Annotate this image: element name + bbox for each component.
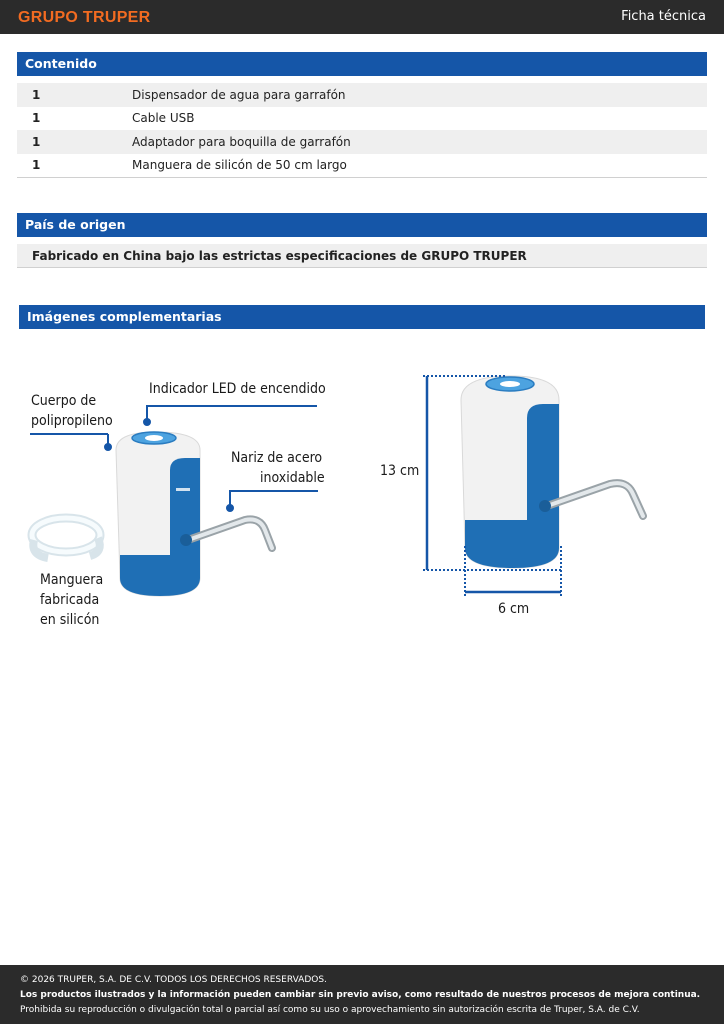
table-row xyxy=(17,107,707,131)
silicone-hose-image xyxy=(32,518,100,558)
body-label-line1: Cuerpo de xyxy=(31,393,97,409)
led-indicator-label: Indicador LED de encendido xyxy=(149,381,326,397)
quantity-cell: 1 xyxy=(32,87,41,102)
origin-header: País de origen xyxy=(17,213,707,237)
description-cell: Manguera de silicón de 50 cm largo xyxy=(132,158,347,173)
width-dimension-label: 6 cm xyxy=(498,601,530,617)
hose-label-line1: Manguera xyxy=(40,572,104,588)
top-bar xyxy=(0,0,724,34)
body-label-line2: polipropileno xyxy=(31,413,113,429)
quantity-cell: 1 xyxy=(32,111,41,126)
description-cell: Adaptador para boquilla de garrafón xyxy=(132,134,351,149)
nose-label-line1: Nariz de acero xyxy=(231,450,323,466)
table-row xyxy=(17,130,707,154)
footer-copyright: © 2026 TRUPER, S.A. DE C.V. TODOS LOS DERECHOS RESERVADOS. xyxy=(20,975,327,985)
document-type: Ficha técnica xyxy=(621,9,706,24)
table-row xyxy=(17,83,707,107)
quantity-cell: 1 xyxy=(32,134,41,149)
table-row xyxy=(17,154,707,178)
images-header: Imágenes complementarias xyxy=(19,305,705,329)
footer-notice: Los productos ilustrados y la información pueden cambiar sin previo aviso, como resultado de nuestros procesos de mejora continua. xyxy=(20,990,701,1000)
dimensions-illustration xyxy=(415,368,665,608)
dispenser-body-image xyxy=(116,432,200,596)
brand-logo: GRUPO TRUPER xyxy=(18,9,151,26)
contents-table xyxy=(17,83,707,178)
nose-label-line2: inoxidable xyxy=(260,470,325,486)
origin-text: Fabricado en China bajo las estrictas especificaciones de GRUPO TRUPER xyxy=(17,244,707,268)
description-cell: Dispensador de agua para garrafón xyxy=(132,87,346,102)
hose-label-line2: fabricada xyxy=(40,592,100,608)
footer-rights: Prohibida su reproducción o divulgación total o parcial así como su uso o aprovechamiento sin autorización escrita de Truper, S.A. de C.V. xyxy=(20,1005,640,1015)
hose-label-line3: en silicón xyxy=(40,612,100,628)
contents-header: Contenido xyxy=(17,52,707,76)
footer xyxy=(0,965,724,1024)
dispenser-side-image xyxy=(461,376,643,568)
description-cell: Cable USB xyxy=(132,111,195,126)
quantity-cell: 1 xyxy=(32,158,41,173)
height-dimension-label: 13 cm xyxy=(380,463,420,479)
